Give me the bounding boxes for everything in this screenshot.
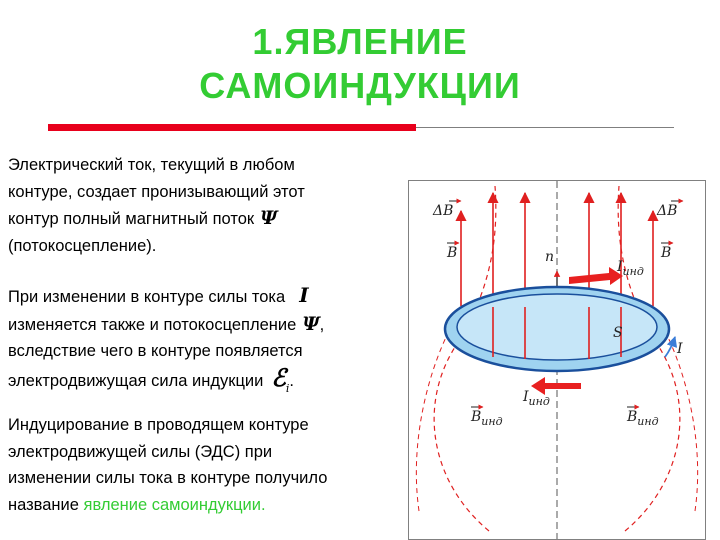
p1-line (8, 205, 408, 233)
title-accent-bar (48, 124, 416, 131)
current-symbol: I (299, 283, 309, 307)
p3-line: Индуцирование в проводящем контуре (8, 416, 309, 434)
p3-line-text: название (8, 495, 84, 514)
p2-line-text: При изменении в контуре силы тока (8, 288, 286, 306)
label-area-s: S (613, 325, 623, 341)
paragraph-3 (8, 412, 408, 518)
label-b-ind-left (470, 409, 503, 428)
p2-line-end: , (319, 315, 325, 334)
p2-line-text: электродвижущая сила индукции (8, 371, 264, 390)
p3-line: электродвижущей силы (ЭДС) при (8, 442, 273, 461)
emf-symbol (271, 362, 290, 402)
p3-line: изменении силы тока в контуре получило (8, 469, 328, 487)
label-b-ind-right-sub: инд (637, 415, 659, 428)
diagram-svg (409, 181, 705, 539)
induced-current-arrow-top (569, 267, 623, 285)
label-i-ind-bottom-main: I (523, 389, 529, 405)
label-b-ind-right (626, 409, 659, 428)
psi-symbol: Ψ (260, 207, 278, 229)
highlight-term: явление самоиндукции. (83, 495, 266, 514)
p1-line-text: контур полный магнитный поток (8, 210, 255, 228)
label-delta-b-left: ΔB (433, 203, 454, 219)
p1-line: Электрический ток, текущий в любом (8, 156, 295, 174)
paragraph-1 (8, 152, 408, 259)
field-line-right-2 (665, 331, 698, 511)
label-b-left: B (447, 245, 458, 261)
slide-title (150, 20, 570, 108)
label-b-ind-right-main: B (627, 409, 638, 425)
p2-line (8, 311, 408, 339)
label-delta-b-right: ΔB (657, 203, 678, 219)
psi-symbol: Ψ (302, 312, 320, 335)
field-line-left-2 (416, 331, 449, 511)
p2-line (8, 282, 408, 311)
induced-current-arrow-bottom (531, 377, 581, 395)
paragraph-2 (8, 282, 408, 402)
label-b-right: B (661, 245, 672, 261)
emf-symbol-subscript: i (285, 381, 290, 395)
title-line-2: САМОИНДУКЦИИ (199, 65, 521, 106)
label-i-ind-bottom-sub: инд (528, 395, 550, 408)
label-i-ind-top-sub: инд (622, 265, 644, 278)
conducting-ring-inner (457, 294, 657, 360)
p1-line: контуре, создает пронизывающий этот (8, 182, 305, 201)
p2-line: вследствие чего в контуре появляется (8, 342, 303, 360)
p2-line (8, 362, 408, 402)
p3-line (8, 492, 408, 519)
label-b-ind-left-sub: инд (481, 415, 503, 428)
emf-symbol-letter: ℰ (271, 362, 286, 392)
p2-line-text: изменяется также и потокосцепление (8, 315, 297, 334)
label-current-i: I (677, 341, 683, 357)
label-normal: n (545, 249, 555, 265)
label-i-ind-bottom (522, 389, 550, 408)
p2-line-end: . (289, 371, 294, 390)
self-induction-diagram (408, 180, 706, 540)
title-line-1: 1.ЯВЛЕНИЕ (252, 21, 468, 62)
label-b-ind-left-main: B (471, 409, 482, 425)
p1-line: (потокосцепление). (8, 236, 157, 255)
label-i-ind-top-main: I (617, 259, 623, 275)
